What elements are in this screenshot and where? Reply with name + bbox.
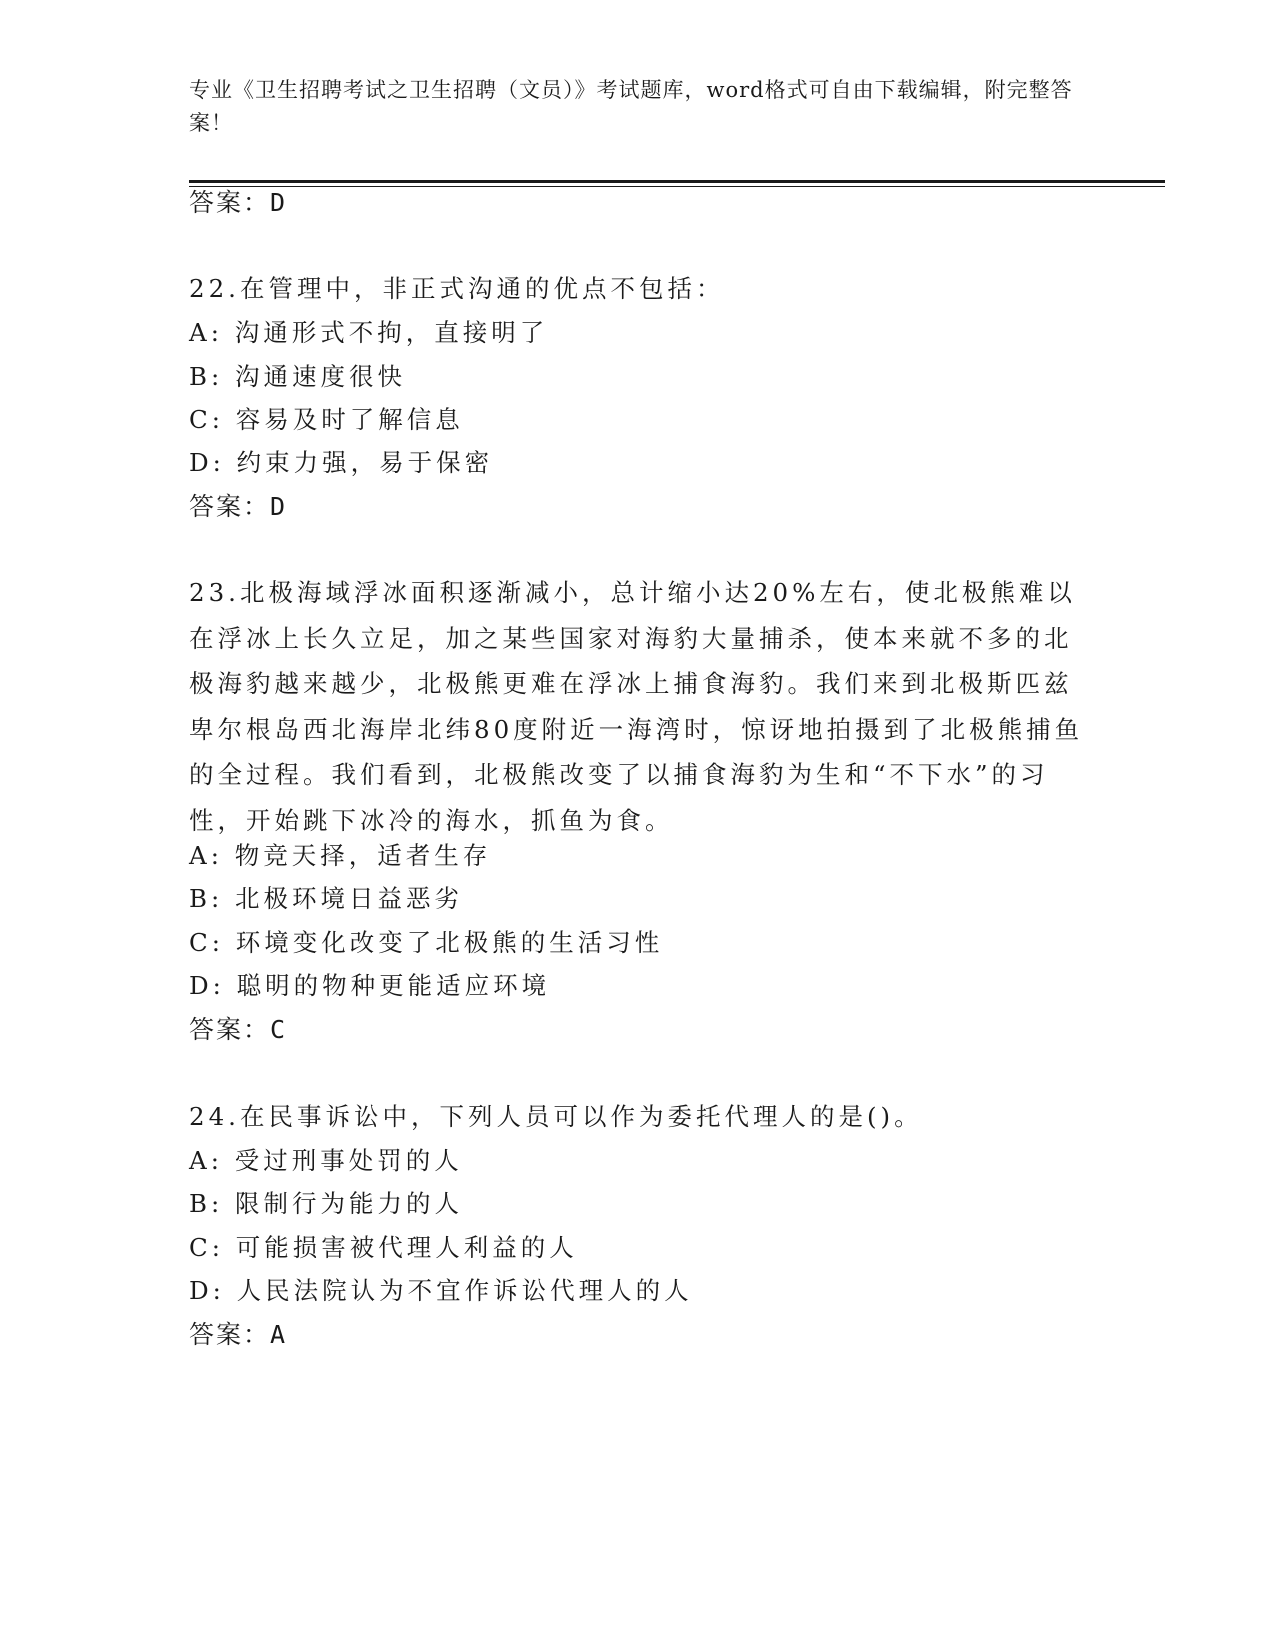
answer-value: C <box>270 1015 288 1044</box>
answer-label: 答案： <box>189 1320 271 1349</box>
answer-value: D <box>270 492 288 521</box>
answer-label: 答案： <box>189 492 271 521</box>
question-24-option-c: C: 可能损害被代理人利益的人 <box>189 1233 578 1262</box>
question-23-option-b: B: 北极环境日益恶劣 <box>189 884 464 913</box>
question-23-stem: 23.北极海域浮冰面积逐渐减小，总计缩小达20%左右，使北极熊难以在浮冰上长久立足，加之某些国家对海豹大量捕杀，使本来就不多的北极海豹越来越少，北极熊更难在浮冰上捕食海豹。我们来到北极斯匹兹卑尔根岛西北海岸北纬80度附近一海湾时，惊讶地拍摄到了北极熊捕鱼的全过程。我们看到，北极熊改变了以捕食海豹为生和“不下水”的习性，开始跳下冰冷的海水，抓鱼为食。 <box>189 578 1084 835</box>
question-24-stem: 24.在民事诉讼中，下列人员可以作为委托代理人的是()。 <box>189 1102 923 1131</box>
answer-label: 答案： <box>189 188 271 217</box>
header-divider-thin <box>189 186 1165 187</box>
question-22-stem: 22.在管理中，非正式沟通的优点不包括： <box>189 274 725 303</box>
question-22-answer <box>189 492 287 522</box>
answer-value: D <box>270 188 288 217</box>
question-22-option-d: D: 约束力强，易于保密 <box>189 448 494 477</box>
question-23-option-c: C: 环境变化改变了北极熊的生活习性 <box>189 928 664 957</box>
question-23-option-a: A: 物竞天择，适者生存 <box>189 841 492 870</box>
answer-line-prev <box>189 188 287 218</box>
answer-label: 答案： <box>189 1015 271 1044</box>
question-24-answer <box>189 1320 287 1350</box>
question-22-option-a: A: 沟通形式不拘，直接明了 <box>189 318 549 347</box>
question-22-option-c: C: 容易及时了解信息 <box>189 405 464 434</box>
question-24-option-d: D: 人民法院认为不宜作诉讼代理人的人 <box>189 1276 693 1305</box>
answer-value: A <box>270 1320 288 1349</box>
question-23-option-d: D: 聪明的物种更能适应环境 <box>189 971 551 1000</box>
header-divider-thick <box>189 180 1165 183</box>
question-22-option-b: B: 沟通速度很快 <box>189 362 407 391</box>
question-23-answer <box>189 1015 287 1045</box>
question-24-option-a: A: 受过刑事处罚的人 <box>189 1146 463 1175</box>
document-header: 专业《卫生招聘考试之卫生招聘（文员）》考试题库，word格式可自由下载编辑，附完整答案！ <box>189 78 1073 135</box>
question-24-option-b: B: 限制行为能力的人 <box>189 1189 464 1218</box>
